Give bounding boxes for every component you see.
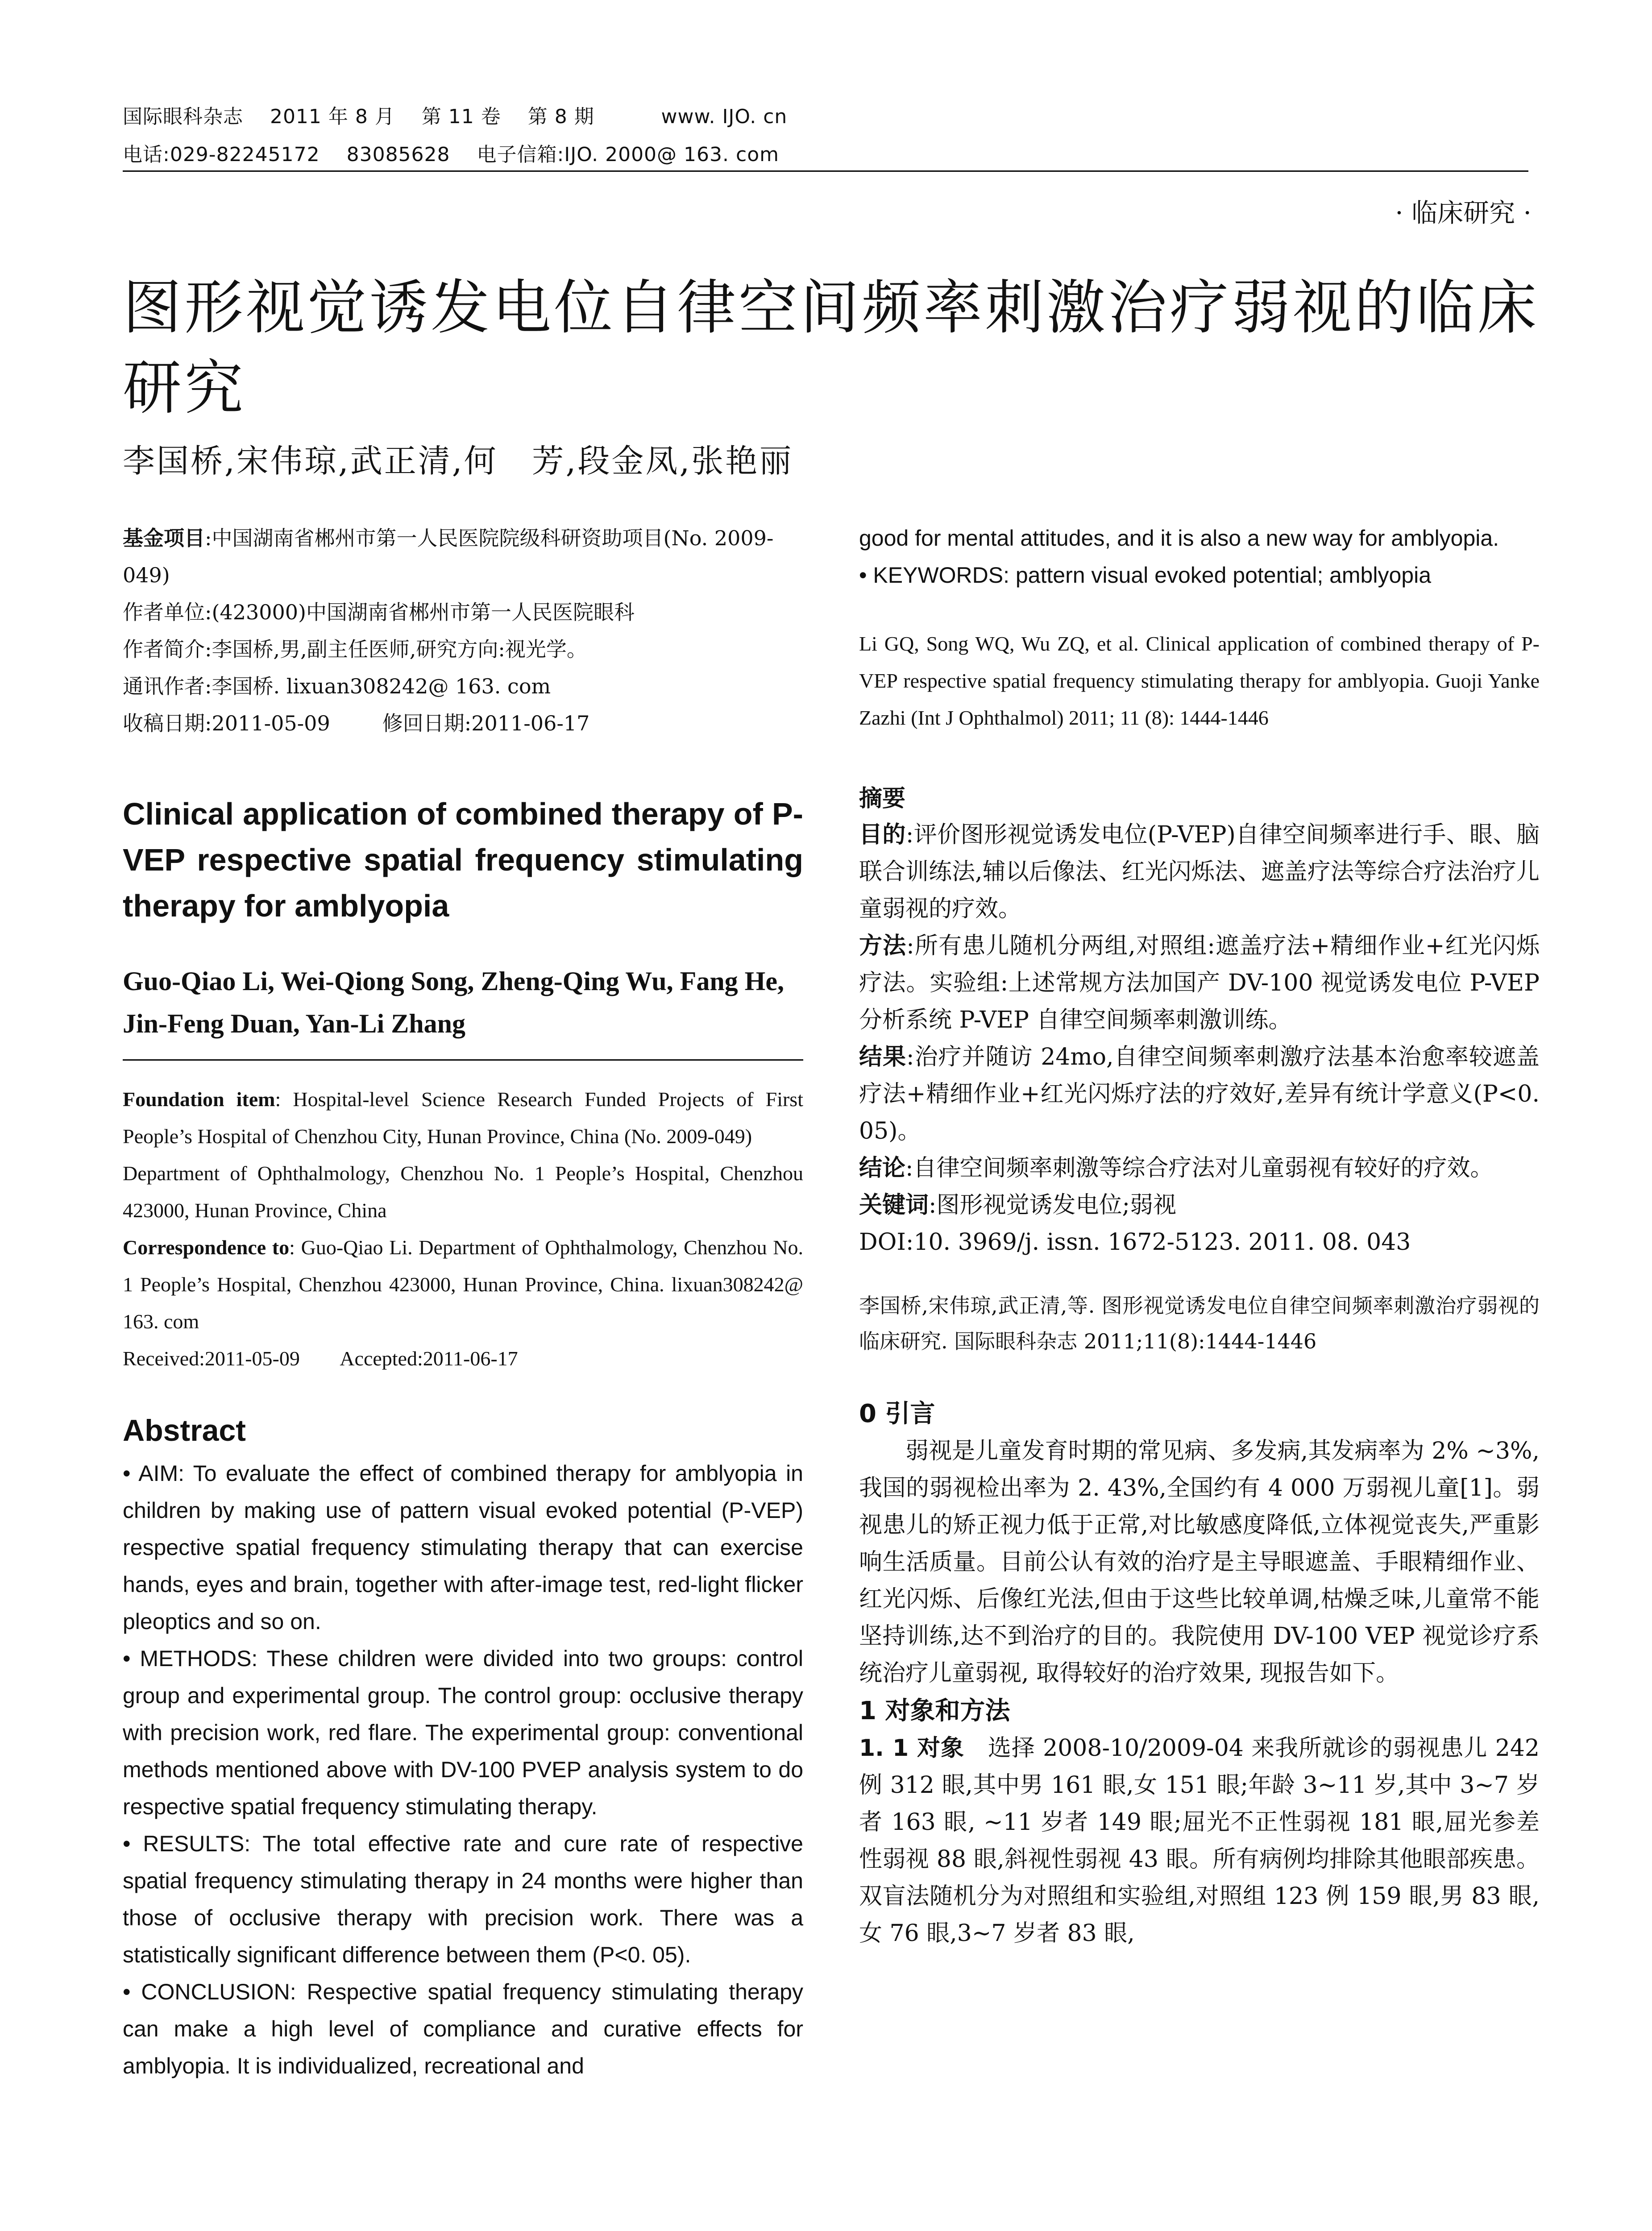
author-list: 李国桥,宋伟琼,武正清,何 芳,段金凤,张艳丽 <box>123 442 793 480</box>
section-tag: · 临床研究 · <box>1395 198 1532 228</box>
en-meta-label: Correspondence to <box>123 1236 290 1259</box>
english-authors: Guo-Qiao Li, Wei-Qiong Song, Zheng-Qing Wu, Fang He, Jin-Feng Duan, Yan-Li Zhang <box>123 966 784 1038</box>
cn-abstract-label: 目的 <box>859 821 906 848</box>
en-meta-text: : Hospital-level Science Research Funded Projects of First People’s Hospital of Chenzhou City, Hunan Province, China (No. 2009-049) <box>123 1088 803 1148</box>
citation-english <box>859 625 1540 736</box>
cn-meta-line <box>123 705 803 742</box>
abstract-results: • RESULTS: The total effective rate and cure rate of respective spatial frequency stimulating therapy in 24 months were higher than those of occlusive therapy with precision work. There was a statistically significant difference between them (P<0. 05). <box>123 1831 803 1967</box>
right-column <box>859 520 1540 1952</box>
cn-abstract-heading: 摘要 <box>859 785 906 812</box>
left-column <box>123 520 803 2085</box>
cn-meta-text: 作者简介:李国桥,男,副主任医师,研究方向:视光学。 <box>123 637 587 661</box>
cn-abstract-label: 结论 <box>859 1155 906 1182</box>
cn-meta-line <box>123 668 803 705</box>
en-meta-line <box>123 1229 803 1340</box>
cn-abstract-methods <box>859 928 1540 1039</box>
cn-abstract-label: 方法 <box>859 933 907 959</box>
citation-english-text: Li GQ, Song WQ, Wu ZQ, et al. Clinical application of combined therapy of P-VEP respective spatial frequency stimulating therapy for amblyopia. Guoji Yanke Zazhi (Int J Ophthalmol) 2011; 11 (8): 1444-1446 <box>859 632 1540 729</box>
methods-heading: 1 对象和方法 <box>859 1696 1010 1725</box>
cn-abstract-label: 关键词 <box>859 1192 929 1219</box>
cn-meta-label: 基金项目 <box>123 526 205 550</box>
cn-abstract-label: 结果 <box>859 1044 907 1070</box>
en-meta-text: Department of Ophthalmology, Chenzhou No. 1 People’s Hospital, Chenzhou 423000, Hunan Province, China <box>123 1162 803 1222</box>
cn-meta-text: :中国湖南省郴州市第一人民医院院级科研资助项目(No. 2009-049) <box>123 526 774 587</box>
author-rule <box>123 1059 803 1061</box>
header-rule <box>123 170 1528 172</box>
journal-header-line2: 电话:029-82245172 83085628 电子信箱:IJO. 2000@ 163. com <box>123 143 779 166</box>
citation-chinese-text: 李国桥,宋伟琼,武正清,等. 图形视觉诱发电位自律空间频率刺激治疗弱视的临床研究. 国际眼科杂志 2011;11(8):1444-1446 <box>859 1294 1540 1353</box>
intro-paragraph: 弱视是儿童发育时期的常见病、多发病,其发病率为 2% ~3%,我国的弱视检出率为 2. 43%,全国约有 4 000 万弱视儿童[1]。弱视患儿的矫正视力低于正常,对比敏感度降低,立体视觉丧失,严重影响生活质量。目前公认有效的治疗是主导眼遮盖、手眼精细作业、红光闪烁、后像红光法,但由于这些比较单调,枯燥乏味,儿童常不能坚持训练,达不到治疗的目的。我院使用 DV-100 VEP 视觉诊疗系统治疗儿童弱视, 取得较好的治疗效果, 现报告如下。 <box>859 1438 1540 1687</box>
cn-abstract-text: :自律空间频率刺激等综合疗法对儿童弱视有较好的疗效。 <box>905 1155 1494 1182</box>
abstract-conclusion: • CONCLUSION: Respective spatial frequency stimulating therapy can make a high level of compliance and curative effects for amblyopia. It is individualized, recreational and <box>123 1979 803 2078</box>
intro-body <box>859 1433 1540 1692</box>
abstract-aim: • AIM: To evaluate the effect of combined therapy for amblyopia in children by making use of pattern visual evoked potential (P-VEP) respective spatial frequency stimulating therapy that can exercise hands, eyes and brain, together with after-image test, red-light flicker pleoptics and so on. <box>123 1461 803 1634</box>
cn-abstract-conclusion <box>859 1150 1540 1187</box>
intro-heading: 0 引言 <box>859 1399 935 1428</box>
abstract-body <box>123 1455 803 2085</box>
en-meta-line <box>123 1155 803 1229</box>
cn-meta-text: 通讯作者:李国桥. lixuan308242@ 163. com <box>123 674 551 698</box>
cn-meta-line <box>123 631 803 668</box>
cn-abstract-results <box>859 1039 1540 1150</box>
doi-text: DOI:10. 3969/j. issn. 1672-5123. 2011. 08. 043 <box>859 1229 1411 1256</box>
cn-abstract-body <box>859 817 1540 1261</box>
abstract-heading: Abstract <box>123 1414 246 1447</box>
journal-header-line1: 国际眼科杂志 2011 年 8 月 第 11 卷 第 8 期 www. IJO. cn <box>123 105 788 128</box>
subjects-text: 选择 2008-10/2009-04 来我所就诊的弱视患儿 242 例 312 眼,其中男 161 眼,女 151 眼;年龄 3~11 岁,其中 3~7 岁者 163 眼, ~11 岁者 149 眼;屈光不正性弱视 181 眼,屈光参差性弱视 88 眼,斜视性弱视 43 眼。所有病例均排除其他眼部疾患。双盲法随机分为对照组和实验组,对照组 123 例 159 眼,男 83 眼,女 76 眼,3~7 岁者 83 眼, <box>859 1735 1540 1947</box>
cn-abstract-text: :评价图形视觉诱发电位(P-VEP)自律空间频率进行手、眼、脑联合训练法,辅以后像法、红光闪烁法、遮盖疗法等综合疗法治疗儿童弱视的疗效。 <box>859 821 1540 922</box>
cn-abstract-keywords <box>859 1187 1540 1224</box>
article-title: 图形视觉诱发电位自律空间频率刺激治疗弱视的临床研究 <box>123 274 1539 423</box>
cn-abstract-text: :治疗并随访 24mo,自律空间频率刺激疗法基本治愈率较遮盖疗法+精细作业+红光闪烁疗法的疗效好,差异有统计学意义(P<0. 05)。 <box>859 1044 1540 1145</box>
en-meta-text: Received:2011-05-09 Accepted:2011-06-17 <box>123 1347 518 1370</box>
en-meta-block <box>123 1081 803 1377</box>
subjects-label: 1. 1 对象 <box>859 1735 964 1762</box>
cn-abstract-text: :图形视觉诱发电位;弱视 <box>929 1192 1177 1219</box>
en-meta-line <box>123 1340 803 1377</box>
cn-abstract-doi <box>859 1224 1540 1261</box>
subjects-paragraph <box>859 1730 1540 1952</box>
cn-abstract-text: :所有患儿随机分两组,对照组:遮盖疗法+精细作业+红光闪烁疗法。实验组:上述常规方法加国产 DV-100 视觉诱发电位 P-VEP 分析系统 P-VEP 自律空间频率刺激训练。 <box>859 933 1540 1033</box>
abstract-conclusion-cont: good for mental attitudes, and it is also a new way for amblyopia. <box>859 526 1499 551</box>
abstract-keywords: • KEYWORDS: pattern visual evoked potential; amblyopia <box>859 563 1432 588</box>
abstract-methods: • METHODS: These children were divided into two groups: control group and experimental group. The control group: occlusive therapy with precision work, red flare. The experimental group: conventional methods mentioned above with DV-100 PVEP analysis system to do respective spatial frequency stimulating therapy. <box>123 1646 803 1819</box>
cn-meta-text: 收稿日期:2011-05-09 修回日期:2011-06-17 <box>123 711 590 735</box>
en-meta-label: Foundation item <box>123 1088 275 1111</box>
cn-meta-block <box>123 520 803 742</box>
abstract-continued <box>859 520 1540 594</box>
en-meta-line <box>123 1081 803 1155</box>
cn-abstract-aim <box>859 817 1540 928</box>
cn-meta-line <box>123 594 803 631</box>
subjects-body <box>859 1730 1540 1952</box>
en-meta-text: : Guo-Qiao Li. Department of Ophthalmology, Chenzhou No. 1 People’s Hospital, Chenzhou 423000, Hunan Province, China. lixuan308242@ 163. com <box>123 1236 803 1333</box>
cn-meta-text: 作者单位:(423000)中国湖南省郴州市第一人民医院眼科 <box>123 600 635 624</box>
citation-chinese <box>859 1288 1540 1359</box>
english-title: Clinical application of combined therapy of P-VEP respective spatial frequency stimulating therapy for amblyopia <box>123 796 803 923</box>
cn-meta-line <box>123 520 803 594</box>
